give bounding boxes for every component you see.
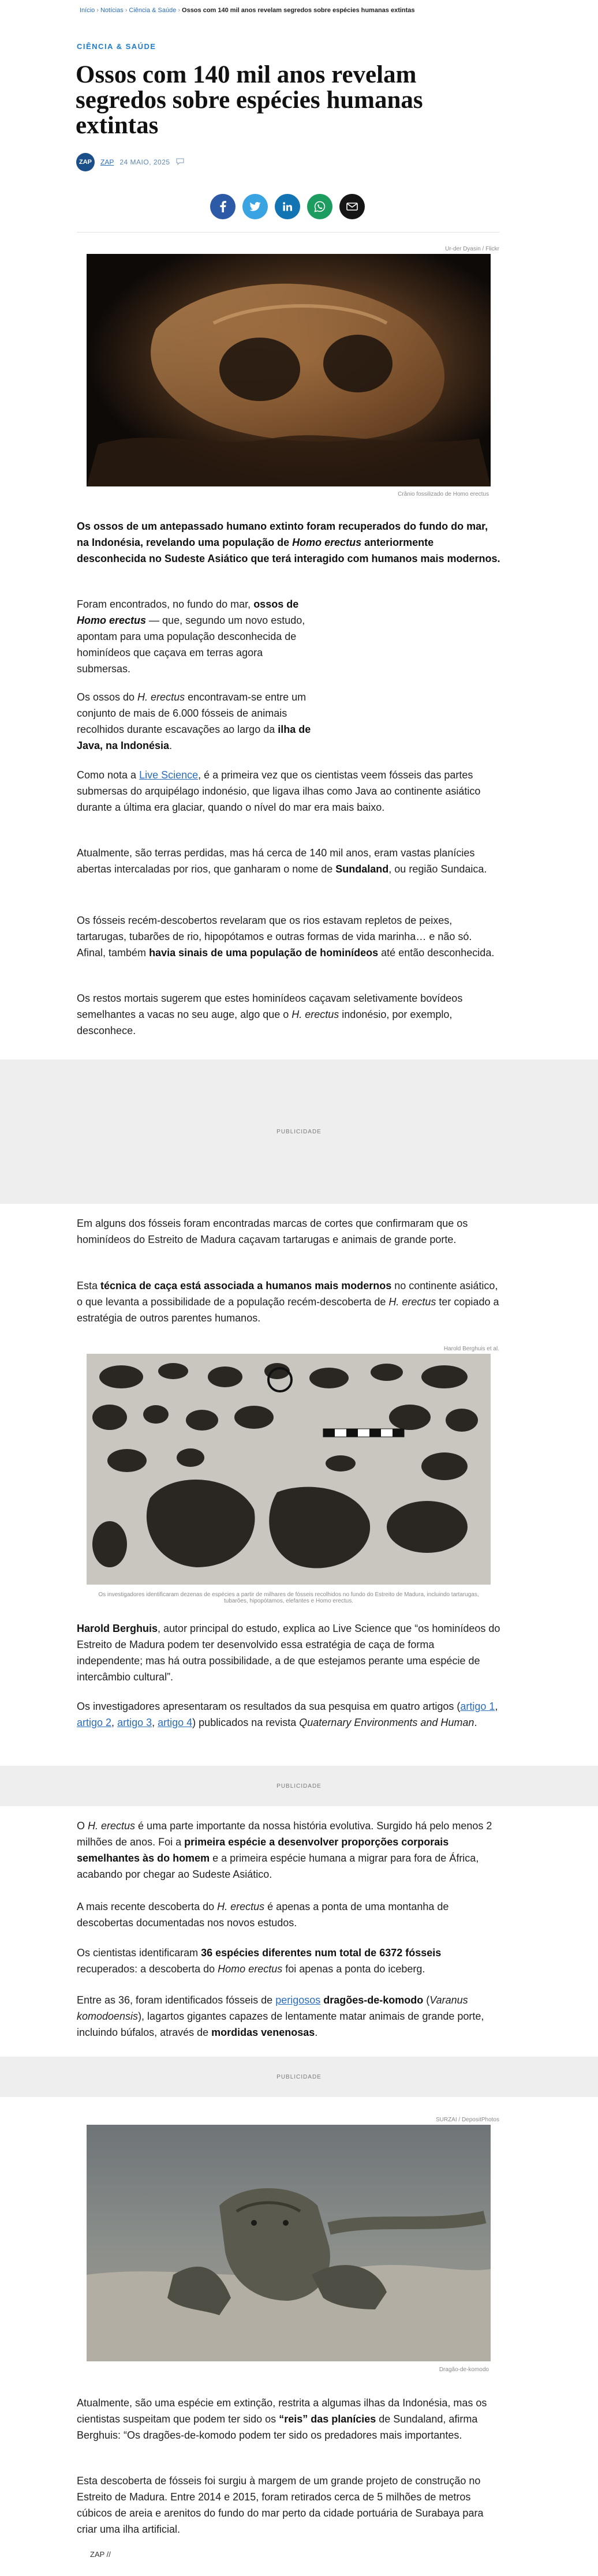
footer-tag: ZAP // xyxy=(90,2550,111,2559)
live-science-link[interactable]: Live Science xyxy=(139,769,199,781)
category-kicker[interactable]: CIÊNCIA & SAÚDE xyxy=(77,42,156,51)
article-paragraph: Entre as 36, foram identificados fósseis de perigosos dragões-de-komodo (Varanus komodoensis), lagartos gigantes capazes de lentamente matar animais de grande porte, incluindo búfalos, através de mordidas venenosas. xyxy=(77,1994,484,2038)
article-paragraph: Os ossos do H. erectus encontravam-se entre um conjunto de mais de 6.000 fósseis de animais recolhidos durante escavações ao largo da ilha de Java, na Indonésia. xyxy=(77,691,311,751)
ad-slot[interactable]: PUBLICIDADE xyxy=(0,1059,598,1204)
whatsapp-icon xyxy=(314,201,326,212)
image-caption: Dragão-de-komodo xyxy=(439,2367,489,2373)
facebook-share-button[interactable] xyxy=(210,194,236,219)
article-4-link[interactable]: artigo 4 xyxy=(158,1717,193,1728)
article-paragraph: Os restos mortais sugerem que estes hominídeos caçavam seletivamente bovídeos semelhantes a vacas no seu auge, algo que o H. erectus indonésio, por exemplo, desconhece. xyxy=(77,993,463,1036)
breadcrumb-category[interactable]: Ciência & Saúde xyxy=(129,7,177,14)
author-link[interactable]: ZAP xyxy=(100,158,114,166)
article-paragraph: Esta descoberta de fósseis foi surgiu à margem de um grande projeto de construção no Estreito de Madura. Entre 2014 e 2015, foram retirados cerca de 5 milhões de metros cúbicos de areia e arenitos do fundo do mar perto da cidade portuária de Surabaya para criar uma ilha artificial. xyxy=(77,2475,484,2535)
article-paragraph: Como nota a Live Science, é a primeira vez que os cientistas veem fósseis das partes submersas do arquipélago indonésio, que ligava ilhas como Java ao continente asiático durante a última era glaciar, quando o nível do mar era mais baixo. xyxy=(77,769,481,813)
article-paragraph: A mais recente descoberta do H. erectus é apenas a ponta de uma montanha de descobertas documentadas nos novos estudos. xyxy=(77,1901,449,1929)
share-bar xyxy=(210,194,365,219)
linkedin-icon xyxy=(283,202,292,211)
byline xyxy=(76,153,184,171)
komodo-photo[interactable] xyxy=(87,2125,491,2361)
article-paragraph: Atualmente, são uma espécie em extinção, restrita a algumas ilhas da Indonésia, mas os cientistas suspeitam que podem ter sido os “reis” das planícies de Sundaland, afirma Berghuis: “Os dragões-de-komodo podem ter sido os predadores mais importantes. xyxy=(77,2397,487,2441)
image-credit: Ur-der Dyasin / Flickr xyxy=(445,246,499,252)
article-paragraph: Os investigadores apresentaram os resultados da sua pesquisa em quatro artigos (artigo 1, artigo 2, artigo 3, artigo 4) publicados na revista Quaternary Environments and Human. xyxy=(77,1701,498,1728)
ad-slot[interactable]: PUBLICIDADE xyxy=(0,1766,598,1806)
twitter-share-button[interactable] xyxy=(242,194,268,219)
article-paragraph: Os fósseis recém-descobertos revelaram que os rios estavam repletos de peixes, tartarugas, tubarões de rio, hipopótamos e outras formas de vida marinha… e não só. Afinal, também havia sinais de uma população de hominídeos até então desconhecida. xyxy=(77,915,495,958)
perigosos-link[interactable]: perigosos xyxy=(275,1994,321,2006)
breadcrumb-news[interactable]: Notícias xyxy=(100,7,124,14)
article-paragraph: Atualmente, são terras perdidas, mas há cerca de 140 mil anos, eram vastas planícies abertas intercaladas por rios, que ganharam o nome de Sundaland, ou região Sundaica. xyxy=(77,847,487,875)
article-paragraph: O H. erectus é uma parte importante da nossa história evolutiva. Surgido há pelo menos 2 milhões de anos. Foi a primeira espécie a desenvolver proporções corporais semelhantes às do homem e a primeira espécie humana a migrar para fora de África, acabando por chegar ao Sudeste Asiático. xyxy=(77,1820,492,1880)
comment-icon[interactable] xyxy=(176,158,184,167)
breadcrumb-home[interactable]: Início xyxy=(80,7,95,14)
article-1-link[interactable]: artigo 1 xyxy=(460,1701,495,1712)
twitter-icon xyxy=(249,202,261,211)
image-caption: Os investigadores identificaram dezenas de espécies a partir de milhares de fósseis recolhidos no fundo do Estreito de Madura, incluindo tartarugas, tubarões, hipopótamos, elefantes e Homo erectus. xyxy=(98,1592,479,1604)
article-2-link[interactable]: artigo 2 xyxy=(77,1717,112,1728)
image-credit: Harold Berghuis et al. xyxy=(443,1346,499,1352)
facebook-icon xyxy=(219,201,226,212)
fossils-photo[interactable] xyxy=(87,1354,491,1585)
email-share-button[interactable] xyxy=(339,194,365,219)
publish-date: 24 MAIO, 2025 xyxy=(119,158,170,166)
image-credit: SURZAI / DepositPhotos xyxy=(435,2117,499,2123)
image-caption: Crânio fossilizado de Homo erectus xyxy=(398,491,489,497)
breadcrumb: Início › Notícias › Ciência & Saúde › Ossos com 140 mil anos revelam segredos sobre espécies humanas extintas xyxy=(80,7,415,14)
divider xyxy=(77,232,499,233)
article-paragraph: Em alguns dos fósseis foram encontradas marcas de cortes que confirmaram que os hominídeos do Estreito de Madura caçavam tartarugas e animais de grande porte. xyxy=(77,1218,468,1245)
skull-photo[interactable] xyxy=(87,254,491,486)
linkedin-share-button[interactable] xyxy=(275,194,300,219)
article-paragraph: Foram encontrados, no fundo do mar, ossos de Homo erectus — que, segundo um novo estudo, apontam para uma população desconhecida de hominídeos que caçava em terras agora submersas. xyxy=(77,598,305,675)
article-lead: Os ossos de um antepassado humano extinto foram recuperados do fundo do mar, na Indonésia, revelando uma população de Homo erectus anteriormente desconhecida no Sudeste Asiático que terá interagido com humanos mais modernos. xyxy=(77,521,500,564)
page-title: Ossos com 140 mil anos revelam segredos sobre espécies humanas extintas xyxy=(76,61,423,139)
article-paragraph: Os cientistas identificaram 36 espécies diferentes num total de 6372 fósseis recuperados: a descoberta do Homo erectus foi apenas a ponta do iceberg. xyxy=(77,1947,442,1975)
article-paragraph: Esta técnica de caça está associada a humanos mais modernos no continente asiático, o que levanta a possibilidade de a população recém-descoberta de H. erectus ter copiado a estratégia de outros parentes humanos. xyxy=(77,1280,499,1324)
article-3-link[interactable]: artigo 3 xyxy=(117,1717,152,1728)
breadcrumb-current: Ossos com 140 mil anos revelam segredos sobre espécies humanas extintas xyxy=(182,7,415,14)
avatar[interactable]: ZAP xyxy=(76,153,95,171)
whatsapp-share-button[interactable] xyxy=(307,194,332,219)
article-paragraph: Harold Berghuis, autor principal do estudo, explica ao Live Science que “os hominídeos do Estreito de Madura podem ter desenvolvido essa estratégia de caça de forma independente; mas há outra possibilidade, a de que estejamos perante uma espécie de intercâmbio cultural”. xyxy=(77,1623,500,1683)
ad-slot[interactable]: PUBLICIDADE xyxy=(0,2057,598,2097)
email-icon xyxy=(346,203,358,211)
